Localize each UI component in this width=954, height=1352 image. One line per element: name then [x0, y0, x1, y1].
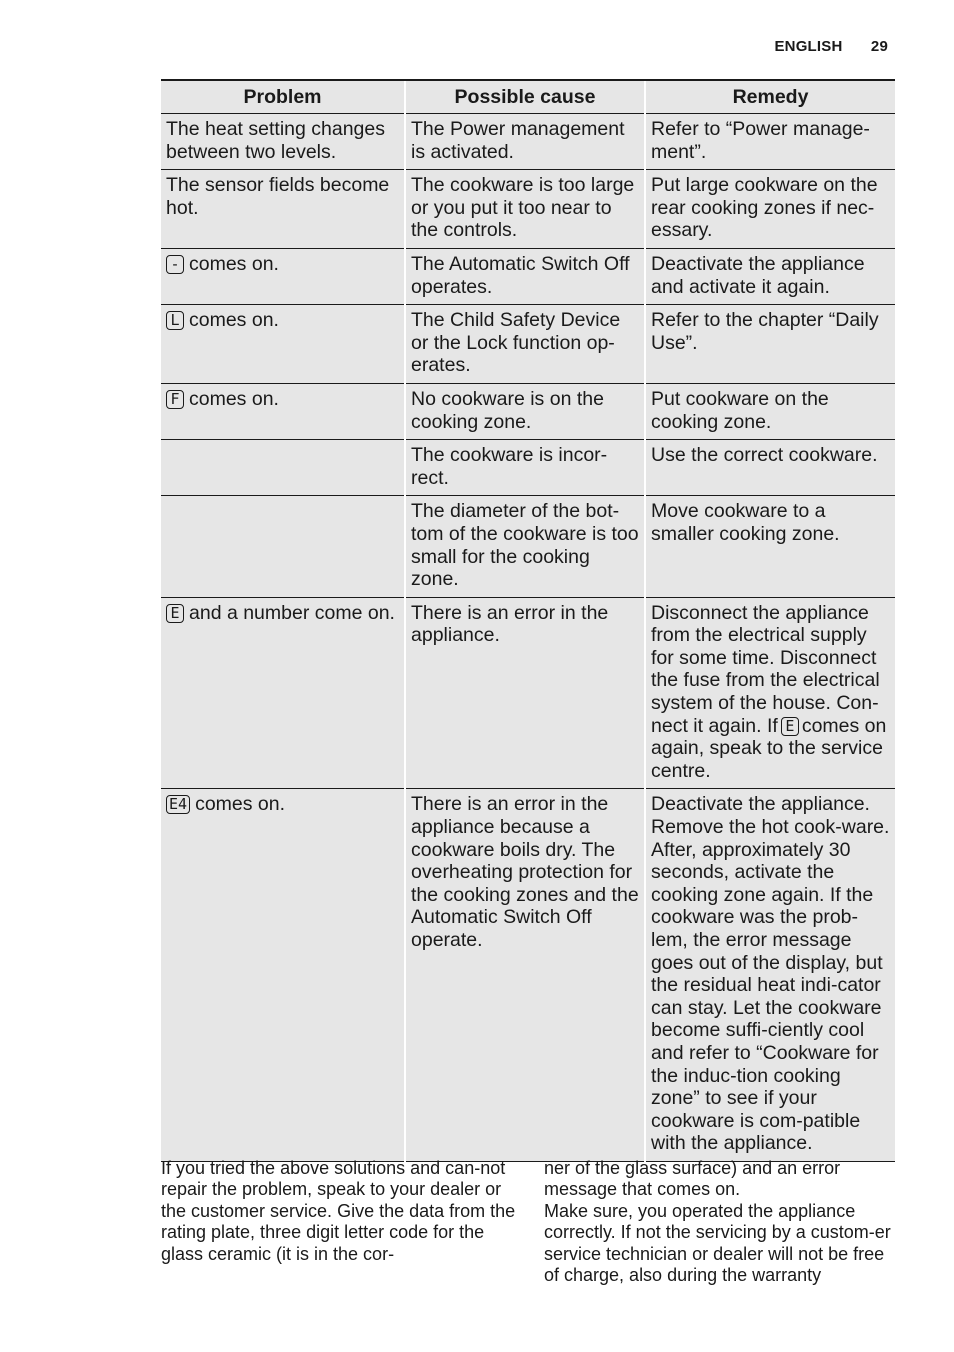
- problem-cell: [161, 496, 405, 597]
- problem-text: comes on.: [189, 387, 279, 410]
- remedy-cell: Put large cookware on the rear cooking zones if nec-essary.: [645, 170, 895, 249]
- cause-cell: The Child Safety Device or the Lock function op-erates.: [405, 305, 645, 384]
- page-header: [774, 38, 888, 55]
- remedy-cell: Refer to the chapter “Daily Use”.: [645, 305, 895, 384]
- footer-right-paragraph-1: ner of the glass surface) and an error message that comes on.: [544, 1158, 841, 1200]
- column-header-problem: Problem: [161, 80, 405, 114]
- dash-display-symbol-icon: -: [166, 255, 184, 274]
- page-number: 29: [870, 38, 888, 55]
- table-row: [161, 440, 895, 496]
- problem-cell: [161, 383, 405, 439]
- remedy-cell: Put cookware on the cooking zone.: [645, 383, 895, 439]
- problem-cell: [161, 789, 405, 1162]
- problem-text: and a number come on.: [189, 601, 395, 624]
- remedy-cell: Use the correct cookware.: [645, 440, 895, 496]
- table-header-row: [161, 80, 895, 114]
- remedy-text-part-2: comes on again, speak to the service centre.: [651, 714, 887, 782]
- problem-cell: [161, 597, 405, 789]
- table-row: [161, 248, 895, 304]
- table-row: [161, 383, 895, 439]
- table-row: [161, 597, 895, 789]
- cause-cell: There is an error in the appliance.: [405, 597, 645, 789]
- table-row: [161, 789, 895, 1162]
- problem-cell: [161, 170, 405, 249]
- lock-display-symbol-icon: L: [166, 311, 184, 330]
- problem-cell: [161, 114, 405, 170]
- problem-cell: [161, 248, 405, 304]
- table-row: [161, 496, 895, 597]
- remedy-cell: [645, 597, 895, 789]
- footer-right-paragraph-2: Make sure, you operated the appliance correctly. If not the servicing by a custom-er service technician or dealer will not be free of charge, also during the warranty: [544, 1200, 891, 1286]
- cause-cell: The cookware is too large or you put it too near to the controls.: [405, 170, 645, 249]
- table-row: [161, 114, 895, 170]
- troubleshooting-table: [161, 79, 895, 1162]
- remedy-cell: Deactivate the appliance. Remove the hot cook-ware. After, approximately 30 seconds, activate the cooking zone again. If the cookware was the prob-lem, the error message goes out of the display, but the residual heat indi-cator can stay. Let the cookware become suffi-ciently cool and refer to “Cookware for the induc-tion cooking zone” to see if your cookware is com-patible with the appliance.: [645, 789, 895, 1162]
- column-header-cause: Possible cause: [405, 80, 645, 114]
- problem-cell: [161, 440, 405, 496]
- remedy-cell: Deactivate the appliance and activate it again.: [645, 248, 895, 304]
- footer-text-right: [544, 1158, 896, 1286]
- error-e4-display-symbol-icon: E4: [166, 795, 190, 814]
- problem-text: comes on.: [189, 309, 279, 332]
- problem-text: comes on.: [189, 252, 279, 275]
- cause-cell: The cookware is incor-rect.: [405, 440, 645, 496]
- cause-cell: There is an error in the appliance because a cookware boils dry. The overheating protection for the cooking zones and the Automatic Switch Off operate.: [405, 789, 645, 1162]
- remedy-cell: Move cookware to a smaller cooking zone.: [645, 496, 895, 597]
- cause-cell: The Automatic Switch Off operates.: [405, 248, 645, 304]
- problem-cell: [161, 305, 405, 384]
- error-e-display-symbol-icon: E: [166, 604, 184, 623]
- problem-text: comes on.: [195, 793, 286, 816]
- cause-cell: The Power management is activated.: [405, 114, 645, 170]
- cause-cell: The diameter of the bot-tom of the cookware is too small for the cooking zone.: [405, 496, 645, 597]
- f-display-symbol-icon: F: [166, 390, 184, 409]
- cause-cell: No cookware is on the cooking zone.: [405, 383, 645, 439]
- remedy-cell: Refer to “Power manage-ment”.: [645, 114, 895, 170]
- column-header-remedy: Remedy: [645, 80, 895, 114]
- language-label: ENGLISH: [774, 38, 843, 55]
- table-row: [161, 170, 895, 249]
- problem-text: The heat setting changes between two levels.: [166, 118, 385, 163]
- footer-text-left: If you tried the above solutions and can-not repair the problem, speak to your dealer or the customer service. Give the data from the rating plate, three digit letter code for the glass ceramic (it is in the cor-: [161, 1158, 516, 1264]
- problem-text: The sensor fields become hot.: [166, 174, 390, 219]
- error-e-display-symbol-icon: E: [781, 717, 799, 736]
- remedy-text-part-1: Disconnect the appliance from the electrical supply for some time. Disconnect the fuse from the electrical system of the house. Con-nect it again. If: [651, 601, 880, 737]
- table-row: [161, 305, 895, 384]
